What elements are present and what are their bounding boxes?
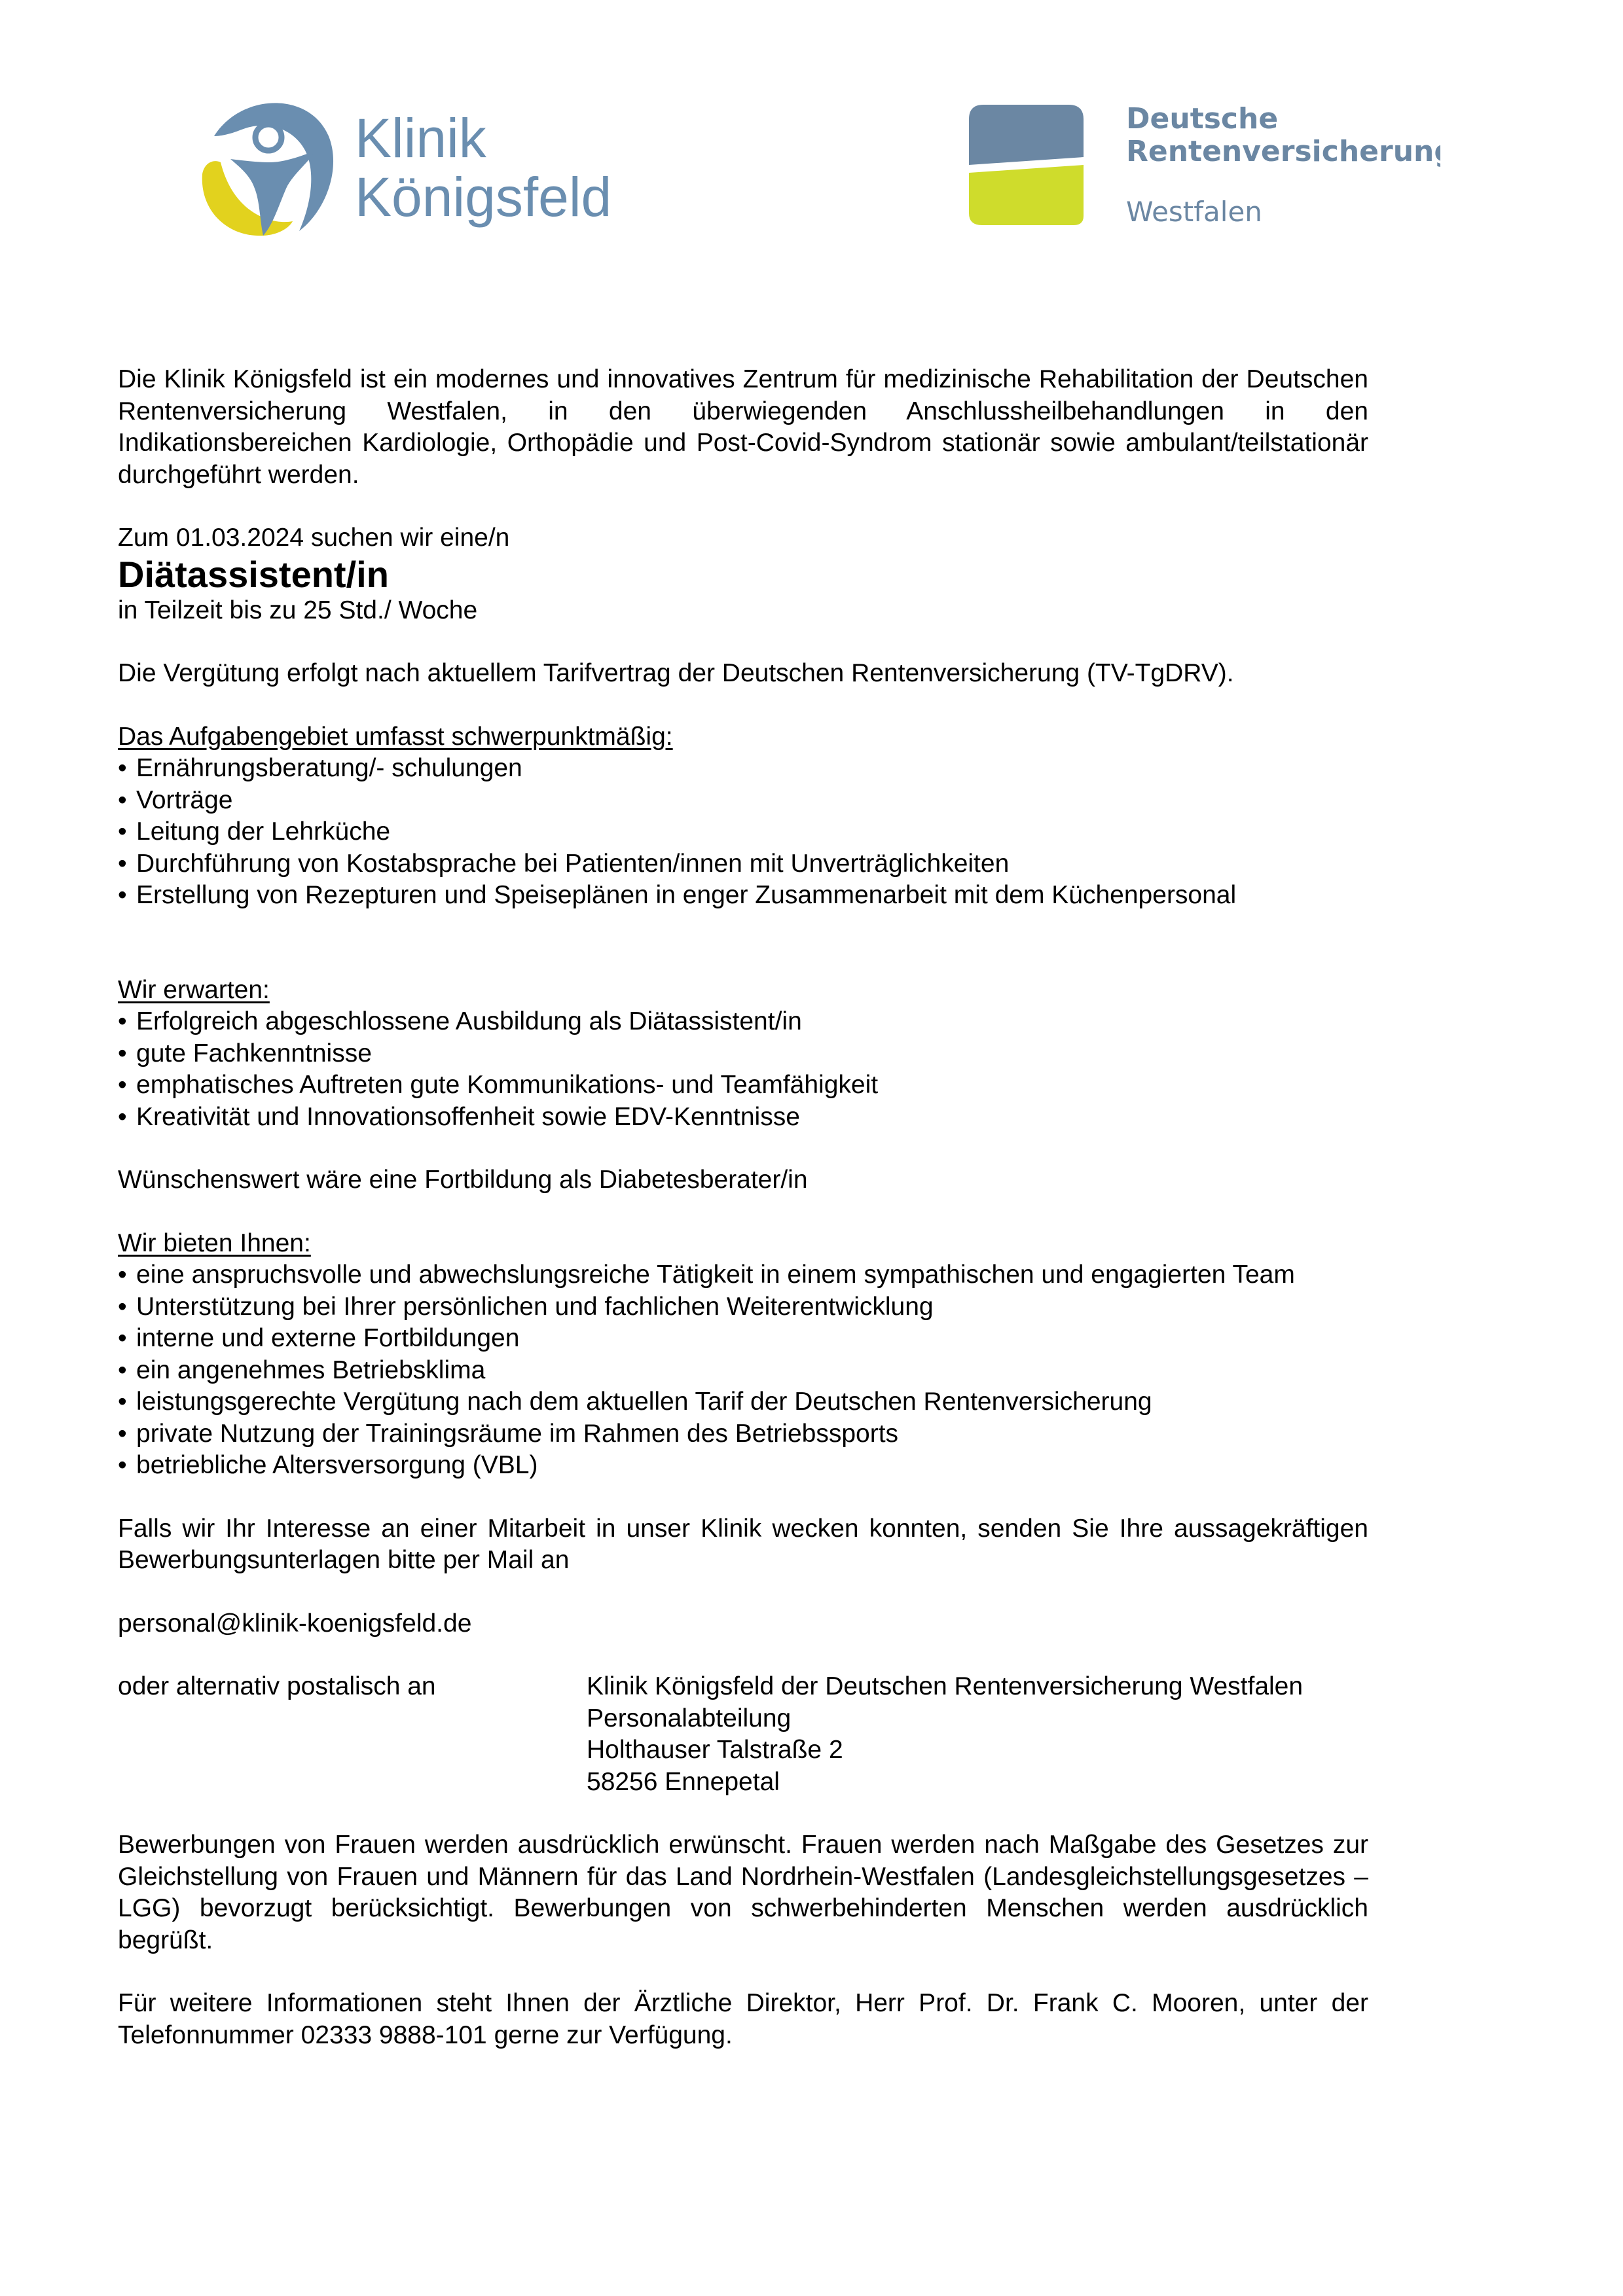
salary-paragraph: Die Vergütung erfolgt nach aktuellem Tarifvertrag der Deutschen Rentenversicherung (TV-TgDRV). bbox=[118, 659, 1234, 687]
list-item: • Durchführung von Kostabsprache bei Patienten/innen mit Unverträglichkeiten bbox=[118, 848, 1368, 880]
tasks-heading: Das Aufgabengebiet umfasst schwerpunktmäßig: bbox=[118, 722, 673, 751]
list-item: • private Nutzung der Trainingsräume im Rahmen des Betriebssports bbox=[118, 1418, 1368, 1450]
job-date-line: Zum 01.03.2024 suchen wir eine/n bbox=[118, 524, 510, 552]
postal-label: oder alternativ postalisch an bbox=[118, 1672, 436, 1700]
list-item: • Kreativität und Innovationsoffenheit sowie EDV-Kenntnisse bbox=[118, 1102, 1368, 1134]
drv-logo-line3: Westfalen bbox=[1126, 196, 1262, 228]
list-item: • interne und externe Fortbildungen bbox=[118, 1323, 1368, 1355]
postal-address-block bbox=[118, 1671, 1368, 1798]
klinik-koenigsfeld-logo bbox=[194, 97, 653, 241]
list-item: • Erstellung von Rezepturen und Speiseplänen in enger Zusammenarbeit mit dem Küchenpersonal bbox=[118, 880, 1368, 912]
email-address[interactable]: personal@klinik-koenigsfeld.de bbox=[118, 1609, 472, 1638]
equality-paragraph: Bewerbungen von Frauen werden ausdrücklich erwünscht. Frauen werden nach Maßgabe des Gesetzes zur Gleichstellung von Frauen und Männern für das Land Nordrhein-Westfalen (Landesgleichstellungsgesetzes – LGG) bevorzugt berücksichtigt. Bewerbungen von schwerbehinderten Menschen werden ausdrücklich begrüßt. bbox=[118, 1831, 1368, 1954]
address-line: Personalabteilung bbox=[587, 1704, 792, 1732]
list-item: • gute Fachkenntnisse bbox=[118, 1038, 1368, 1070]
wish-paragraph: Wünschenswert wäre eine Fortbildung als Diabetesberater/in bbox=[118, 1166, 808, 1194]
drv-logo-line1: Deutsche bbox=[1126, 105, 1279, 135]
expect-list bbox=[118, 1006, 1368, 1133]
job-hours: in Teilzeit bis zu 25 Std./ Woche bbox=[118, 596, 478, 624]
list-item: • Vorträge bbox=[118, 785, 1368, 817]
list-item: • leistungsgerechte Vergütung nach dem aktuellen Tarif der Deutschen Rentenversicherung bbox=[118, 1386, 1368, 1418]
apply-paragraph: Falls wir Ihr Interesse an einer Mitarbeit in unser Klinik wecken konnten, senden Sie Ihre aussagekräftigen Bewerbungsunterlagen bitte per Mail an bbox=[118, 1514, 1368, 1574]
klinik-logo-mark bbox=[194, 97, 653, 241]
intro-paragraph: Die Klinik Königsfeld ist ein modernes und innovatives Zentrum für medizinische Rehabilitation der Deutschen Rentenversicherung Westfalen, in den überwiegenden Anschlussheilbehandlungen in den Indikationsbereichen Kardiologie, Orthopädie und Post-Covid-Syndrom stationär sowie ambulant/teilstationär durchgeführt werden. bbox=[118, 365, 1368, 489]
contact-paragraph: Für weitere Informationen steht Ihnen der Ärztliche Direktor, Herr Prof. Dr. Frank C. Mooren, unter der Telefonnummer 02333 9888-101 gerne zur Verfügung. bbox=[118, 1989, 1368, 2049]
list-item: • betriebliche Altersversorgung (VBL) bbox=[118, 1450, 1368, 1482]
list-item: • Erfolgreich abgeschlossene Ausbildung als Diätassistent/in bbox=[118, 1006, 1368, 1038]
drv-logo-line2: Rentenversicherung bbox=[1126, 135, 1440, 168]
list-item: • Leitung der Lehrküche bbox=[118, 816, 1368, 848]
list-item: • Unterstützung bei Ihrer persönlichen und fachlichen Weiterentwicklung bbox=[118, 1291, 1368, 1323]
drv-logo-blue-block bbox=[969, 105, 1084, 165]
klinik-logo-line1: Klinik bbox=[355, 107, 486, 169]
list-item: • Ernährungsberatung/- schulungen bbox=[118, 753, 1368, 785]
drv-westfalen-logo bbox=[969, 105, 1440, 236]
tasks-list bbox=[118, 753, 1368, 912]
address-line: Holthauser Talstraße 2 bbox=[587, 1736, 843, 1764]
klinik-logo-head bbox=[255, 124, 282, 151]
postal-address bbox=[587, 1671, 1368, 1798]
offer-heading: Wir bieten Ihnen: bbox=[118, 1229, 311, 1257]
job-posting bbox=[118, 364, 1368, 2051]
drv-logo-mark bbox=[969, 105, 1440, 236]
expect-heading: Wir erwarten: bbox=[118, 975, 270, 1004]
drv-logo-green-block bbox=[969, 165, 1084, 225]
job-title: Diätassistent/in bbox=[118, 553, 389, 595]
list-item: • eine anspruchsvolle und abwechslungsreiche Tätigkeit in einem sympathischen und engagierten Team bbox=[118, 1259, 1368, 1291]
address-line: Klinik Königsfeld der Deutschen Rentenversicherung Westfalen bbox=[587, 1672, 1304, 1700]
list-item: • emphatisches Auftreten gute Kommunikations- und Teamfähigkeit bbox=[118, 1069, 1368, 1102]
offer-list bbox=[118, 1259, 1368, 1482]
klinik-logo-line2: Königsfeld bbox=[355, 166, 612, 228]
address-line: 58256 Ennepetal bbox=[587, 1767, 780, 1796]
list-item: • ein angenehmes Betriebsklima bbox=[118, 1355, 1368, 1387]
